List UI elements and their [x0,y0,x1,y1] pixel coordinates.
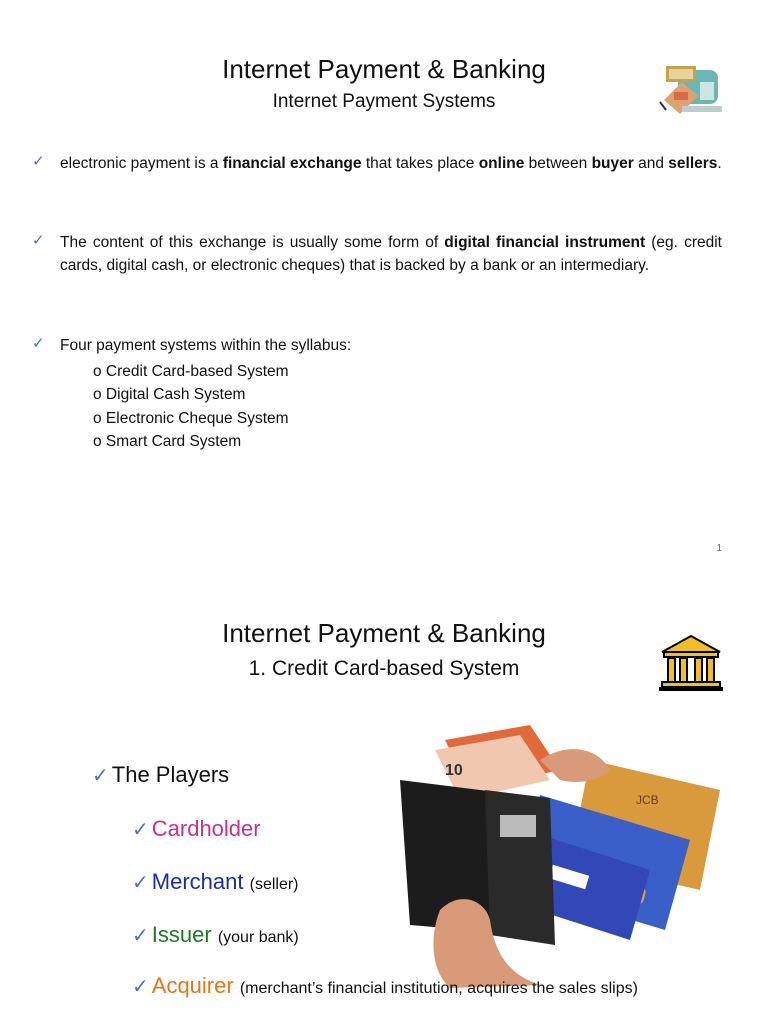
player-note: (merchant’s financial institution, acquires the sales slips) [239,980,638,997]
list-item: o Electronic Cheque System [93,409,289,427]
list-item: o Smart Card System [93,432,242,450]
payment-clipart-icon [656,62,726,116]
checkmark-icon: ✓ [32,153,45,170]
bullet-text: that takes place [361,155,479,172]
slide-subtitle: 1. Credit Card-based System [248,657,520,680]
bullet-text: . [717,155,722,172]
player-name: Cardholder [151,816,261,841]
player-merchant [132,869,299,895]
player-note: (your bank) [217,929,299,946]
slide-title: Internet Payment & Banking [222,618,546,648]
bullet-emphasis: online [478,155,525,172]
bullet-emphasis: buyer [591,155,634,172]
player-issuer [132,922,299,948]
bullet-four-systems [32,334,722,357]
bullet-text: The content of this exchange is usually some form of [60,234,445,251]
bullet-text: electronic payment is a [60,155,223,172]
players-heading-text: The Players [111,762,230,787]
bullet-emphasis: financial exchange [222,155,362,172]
checkmark-icon: ✓ [92,765,109,787]
slide-subtitle: Internet Payment Systems [272,91,496,112]
payment-systems-list [93,360,289,453]
list-item: o Credit Card-based System [93,363,289,380]
player-name: Merchant [151,869,244,894]
player-acquirer [132,973,638,999]
bank-building-icon [658,634,724,692]
bullet-content-of-exchange [32,231,722,277]
player-name: Acquirer [151,973,234,998]
wallet-credit-cards-image [390,720,730,990]
bullet-emphasis: digital financial instrument [444,234,646,251]
checkmark-icon: ✓ [32,335,45,352]
list-item: o Digital Cash System [93,386,246,404]
page-number: 1 [716,543,722,554]
svg-text:10: 10 [445,762,463,779]
checkmark-icon: ✓ [132,872,149,894]
checkmark-icon: ✓ [32,232,45,249]
checkmark-icon: ✓ [132,819,149,841]
svg-text:JCB: JCB [636,793,659,807]
checkmark-icon: ✓ [132,976,149,998]
bullet-electronic-payment [32,152,722,175]
players-heading [92,762,229,788]
bullet-emphasis: sellers [668,155,718,172]
slide-title: Internet Payment & Banking [222,54,546,84]
bullet-text: between [524,155,592,172]
bullet-text: and [633,155,669,172]
player-note: (seller) [249,876,299,893]
bullet-text: Four payment systems within the syllabus: [60,337,352,354]
player-cardholder [132,816,261,842]
player-name: Issuer [151,922,212,947]
slide-2 [0,568,768,1024]
bullet-text: (eg. credit cards, digital cash, or electronic cheques) that is backed by a bank or an intermediary. [60,234,722,274]
checkmark-icon: ✓ [132,925,149,947]
